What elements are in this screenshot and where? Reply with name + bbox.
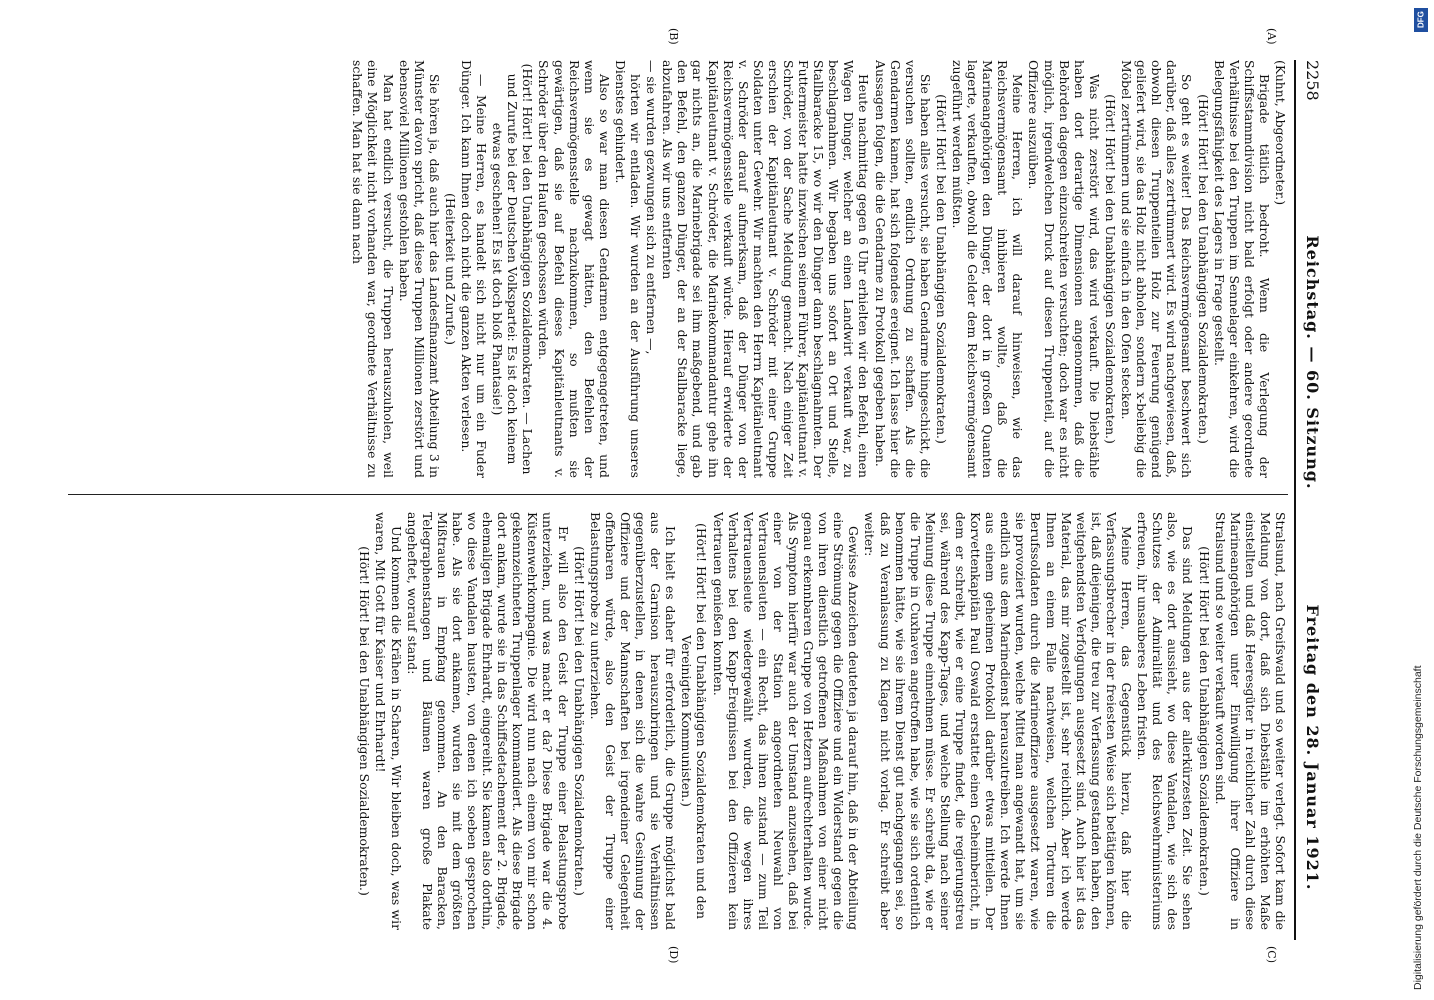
margin-marker-d: (D) bbox=[667, 946, 680, 964]
digitization-credit-sidebar bbox=[1406, 0, 1434, 1000]
interjection-paragraph: (Hört! Hört! bei den Unabhängigen Sozialdemokraten.) bbox=[1196, 546, 1212, 896]
text-paragraph: Man hat endlich versucht, die Truppen herauszuholen, weil eine Möglichkeit nicht vorhanden war, geordnete Verhältnisse zu schaffen. Man hat sie dann nach bbox=[350, 60, 396, 478]
session-date: Freitag den 28. Januar 1921. bbox=[1303, 604, 1323, 891]
left-text-column bbox=[58, 60, 1288, 478]
text-paragraph: Meine Herren, ich will darauf hinweisen, wie das Reichsvermögensamt inhibieren wollte, daß die Marineangehörigen den Dünger, der dort in großen Quanten lagerte, verkauften, obwohl die Gelder dem Reichsvermögensamt zugeführt werden müßten. bbox=[950, 60, 1026, 478]
text-paragraph: — Meine Herren, es handelt sich nicht nur um ein Fuder Dünger. Ich kann Ihnen doch nicht die ganzen Akten verlesen. bbox=[459, 60, 490, 478]
page-header bbox=[1296, 60, 1330, 940]
margin-marker-c: (C) bbox=[1265, 946, 1278, 963]
text-paragraph: hörten wir entladen. Wir wurden an der Ausführung unseres Dienstes gehindert. bbox=[612, 60, 644, 478]
text-paragraph: Er will also den Geist der Truppe einer Belastungsprobe unterziehen, und was macht er da? Diese Brigade war die 4. Küstenwehrkompagnie. Die wird nun nach einem von mir schon gekennzeichneten Truppenlager kommandiert. Als diese Brigade dort ankam, wurde sie in das Schiffsdetachement der 2. Brigade, ehemaligen Brigade Ehrhardt, eingereiht. Sie kamen also dorthin, wo diese Vandalen hausten, von denen ich soeben gesprochen habe. Als sie dort ankamen, wurden sie mit dem größten Mißtrauen in Empfang genommen. An den Baracken, Telegraphenstangen und Bäumen waren große Plakate angeheftet, worauf stand: bbox=[404, 512, 571, 930]
interjection-paragraph: (Hört! Hört! bei den Unabhängigen Sozialdemokraten und den Vereinigten Kommunisten.) bbox=[679, 523, 710, 919]
text-paragraph: Sie haben alles versucht, sie haben Gendarme hingeschickt, die versuchen sollten, endlich Ordnung zu schaffen. Als die Gendarmen kamen, hat sich folgendes ereignet. Ich lasse hier die Aussagen folgen, die die Gendarme zu Protokoll gegeben haben. bbox=[872, 60, 933, 478]
text-paragraph: Und kommen die Krähen in Scharen, Wir bleiben doch, was wir waren, Mit Gott für Kaiser und Ehrhardt! bbox=[373, 512, 404, 930]
text-paragraph: Ich hielt es daher für erforderlich, die Gruppe möglichst bald aus der Garnison herauszubringen und sie Verhältnissen gegenüberzustellen, in denen sich die wahre Gesinnung der Offiziere und der Mannschaften bei irgendeiner Gelegenheit offenbaren würde, also den Geist der Truppe einer Belastungsprobe zu unterziehen. bbox=[587, 512, 679, 930]
margin-marker-a: (A) bbox=[1265, 28, 1278, 45]
text-paragraph: Das sind Meldungen aus der allerkürzesten Zeit. Sie sehen also, wie es dort aussieht, wo diese Vandalen, wie sich des Schutzes der Admiralität und des Reichswehrministeriums erfreuen, ihr unsauberes Leben fristen. bbox=[1135, 512, 1196, 930]
interjection-paragraph: (Hört! Hört! bei den Unabhängigen Sozialdemokraten.) bbox=[1195, 94, 1211, 444]
margin-marker-b: (B) bbox=[667, 28, 680, 45]
text-paragraph: Sie hören ja, daß auch hier das Landesfinanzamt Abteilung 3 in Münster davon spricht, daß diese Truppen Millionen zerstört und ebensoviel Millionen gestohlen haben. bbox=[396, 60, 442, 478]
session-title: Reichstag. — 60. Sitzung. bbox=[1303, 235, 1323, 490]
column-divider bbox=[68, 494, 1288, 495]
digitization-credit: Digitalisierung gefördert durch die Deutsche Forschungsgemeinschaft bbox=[1412, 665, 1424, 990]
right-text-column bbox=[58, 512, 1288, 930]
text-paragraph: — sie wurden gezwungen sich zu entfernen —, bbox=[644, 60, 660, 355]
interjection-paragraph: (Hört! Hört! bei den Unabhängigen Sozialdemokraten.) bbox=[571, 546, 587, 896]
text-paragraph: Was nicht zerstört wird, das wird verkauft. Die Diebstähle haben dort derartige Dimensionen angenommen, daß die Behörden dagegen einzuschreiten versuchten; doch war es nicht möglich, irgendwelchen Druck auf diesen Truppenteil, auf die Offiziere auszuüben. bbox=[1026, 60, 1102, 478]
interjection-paragraph: (Heiterkeit und Zurufe.) bbox=[442, 193, 458, 345]
page-number: 2258 bbox=[1303, 60, 1323, 101]
text-paragraph: Gewisse Anzeichen deuteten ja darauf hin, daß in der Abteilung eine Strömung gegen die Offiziere und ein Widerstand gegen die von ihren dienstlich getroffenen Maßnahmen von einer nicht genau erkennbaren Gruppe von Hetzern aufrechterhalten wurde. Als Symptom hierfür war auch der Umstand anzusehen, daß bei einer von der Station angeordneten Neuwahl von Vertrauensleuten — ein Recht, das ihnen zustand — zum Teil Vertrauensleute wiedergewählt wurden, die wegen ihres Verhaltens bei den Kapp-Ereignissen bei den Offizieren kein Vertrauen genießen konnten. bbox=[710, 512, 862, 930]
dfg-logo-icon: DFG bbox=[1414, 8, 1428, 32]
text-paragraph: Also so war man diesen Gendarmen entgegengetreten, und wenn sie es gewagt hätten, den Befehlen der Reichsvermögensstelle nachzukommen, so mußten sie gewärtigen, daß sie auf Befehl dieses Kapitänleutnants v. Schröder über den Haufen geschossen würden. bbox=[536, 60, 612, 478]
text-paragraph: Brigade tätlich bedroht. Wenn die Verlegung der Schiffsstammdivision nicht bald erfolgt oder andere geordnete Verhältnisse bei den Truppen im Sennelager einkehren, wird die Belegungsfähigkeit des Lagers in Frage gestellt. bbox=[1211, 60, 1272, 478]
header-rule bbox=[1294, 60, 1296, 940]
text-paragraph: Heute nachmittag gegen 6 Uhr erhielten wir den Befehl, einen Wagen Dünger, welcher an einen Landwirt verkauft war, zu beschlagnahmen. Wir begaben uns sofort an Ort und Stelle, Stallbaracke 15, wo wir den Dünger dann beschlagnahmten. Der Futtermeister hatte inzwischen seinem Führer, Kapitänleutnant v. Schröder, von der Sache Meldung gemacht. Nach einiger Zeit erschien der Kapitänleutnant v. Schröder mit einer Gruppe Soldaten unter Gewehr. Wir machten den Herrn Kapitänleutnant v. Schröder darauf aufmerksam, daß der Dünger von der Reichsvermögensstelle verkauft würde. Hierauf erwiderte der Kapitänleutnant v. Schröder, die Marinekommandantur gehe ihn gar nichts an, die Marinebrigade sei ihm maßgebend, und gab den Befehl, den ganzen Dünger, der an der Stallbaracke liege, abzufahren. Als wir uns entfernten bbox=[660, 60, 872, 478]
interjection-paragraph: (Hört! Hört! bei den Unabhängigen Sozialdemokraten.) bbox=[357, 546, 373, 896]
interjection-paragraph: (Hört! Hört! bei den Unabhängigen Sozialdemokraten. — Lachen und Zurufe bei der Deutschen Volkspartei: Es ist doch keinem etwas geschehen! Es ist doch bloß Phantasie!) bbox=[490, 63, 536, 475]
interjection-paragraph: (Hört! Hört! bei den Unabhängigen Sozialdemokraten.) bbox=[933, 94, 949, 444]
text-paragraph: So geht es weiter! Das Reichsvermögensamt beschwert sich darüber, daß alles zertrümmert wird. Es wird nachgewiesen, daß, obwohl diesen Truppenteilen Holz zur Feuerung genügend geliefert wird, sie das Holz nicht abholen, sondern x-beliebig die Möbel zertrümmern und sie einfach in den Ofen stecken. bbox=[1119, 60, 1195, 478]
interjection-paragraph: (Hört! Hört! bei den Unabhängigen Sozialdemokraten.) bbox=[1102, 94, 1118, 444]
text-paragraph: Meine Herren, das Gegenstück hierzu, daß hier die Verfassungsbrecher in der freiesten Weise sich betätigen können, ist, daß diejenigen, die treu zur Verfassung gestanden haben, den weitgehendsten Verfolgungen ausgesetzt sind. Auch hier ist das Material, das mir zugestellt ist, sehr reichlich. Aber ich werde Ihnen an einem Falle nachweisen, welchen Torturen die Berufssoldaten durch die Marineoffiziere ausgesetzt waren, wie sie provoziert wurden, welche Mittel man angewandt hat, um sie endlich aus dem Marinedienst herauszutreiben. Ich werde Ihnen aus einem geheimen Protokoll darüber etwas mitteilen. Der Korvettenkapitän Paul Oswald erstattet einen Geheimbericht, in dem er schreibt, wie er eine Truppe findet, die regierungstreu sei, während des Kapp-Tages, und welche Stellung nach seiner Meinung diese Truppe einnehmen müsse. Er schreibt da, wie er die Truppe in Cuxhaven angetroffen habe, wie sie sich ordentlich benommen hätte, wie sie ihrem Dienst gut nachgegangen sei, so daß zu Veranlassung zu Klagen nicht vorlag. Er schreibt aber weiter: bbox=[862, 512, 1135, 930]
text-paragraph: (Kuhnt, Abgeordneter.) bbox=[1273, 60, 1288, 206]
text-paragraph: Stralsund, nach Greifswald und so weiter verlegt. Sofort kam die Meldung von dort, daß sich Diebstähle im erhöhten Maße einstellten und daß Heeresgüter in reichlicher Zahl durch diese Marineangehörigen unter Einwilligung ihrer Offiziere in Stralsund und so weiter verkauft worden sind. bbox=[1212, 512, 1288, 930]
